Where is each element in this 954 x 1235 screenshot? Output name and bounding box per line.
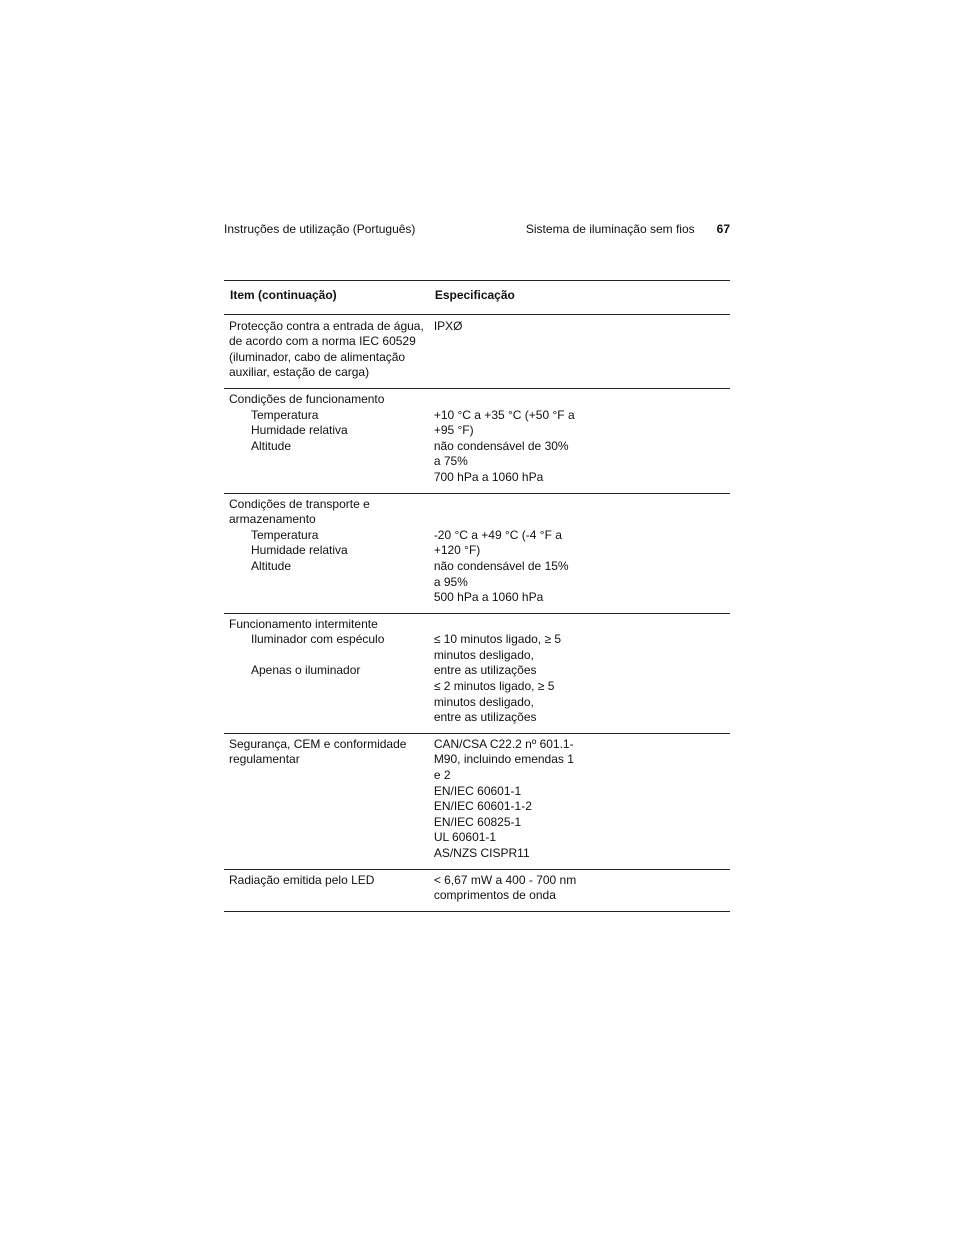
spec-line: entre as utilizações (433, 663, 537, 678)
table-row (224, 613, 730, 733)
spec-line: CAN/CSA C22.2 nº 601.1- (433, 736, 574, 751)
item-subline: Humidade relativa (251, 543, 348, 558)
item-subline: Temperatura (251, 407, 319, 422)
spec-line: EN/IEC 60601-1-2 (433, 799, 532, 814)
item-subline: Temperatura (251, 527, 319, 542)
item-cell (224, 733, 429, 869)
spec-line: a 95% (433, 574, 468, 589)
spec-line: não condensável de 15% (433, 558, 569, 573)
item-subline: Humidade relativa (251, 423, 348, 438)
spec-line: +95 °F) (433, 423, 474, 438)
spacer-cell (581, 314, 730, 388)
item-line: Segurança, CEM e conformidade (229, 736, 407, 751)
section-title-group (526, 221, 730, 237)
specification-table (224, 280, 730, 912)
item-cell (224, 869, 429, 911)
spec-cell (429, 733, 581, 869)
table-row (224, 869, 730, 911)
spec-cell (429, 493, 581, 613)
table-row (224, 493, 730, 613)
spec-cell (429, 388, 581, 493)
spec-line: +120 °F) (433, 543, 481, 558)
spec-line: ≤ 10 minutos ligado, ≥ 5 (433, 632, 562, 647)
spec-line: UL 60601-1 (433, 830, 497, 845)
table-body (224, 314, 730, 911)
item-line: auxiliar, estação de carga) (229, 365, 370, 380)
table-row (224, 388, 730, 493)
spacer-cell (581, 388, 730, 493)
item-subline: Altitude (251, 438, 292, 453)
spec-line: IPXØ (433, 318, 463, 333)
spec-line: < 6,67 mW a 400 - 700 nm (433, 872, 577, 887)
item-line: Radiação emitida pelo LED (229, 872, 375, 887)
spec-line: não condensável de 30% (433, 438, 569, 453)
spec-line: EN/IEC 60601-1 (433, 783, 522, 798)
spec-line: EN/IEC 60825-1 (433, 814, 522, 829)
item-cell (224, 314, 429, 388)
section-title: Sistema de iluminação sem fios (525, 222, 695, 236)
spacer-cell (581, 613, 730, 733)
item-line: Condições de funcionamento (229, 391, 385, 406)
spec-line: 500 hPa a 1060 hPa (433, 590, 544, 605)
spacer-cell (581, 869, 730, 911)
spec-line: ≤ 2 minutos ligado, ≥ 5 (433, 679, 555, 694)
item-line: armazenamento (229, 512, 316, 527)
item-cell (224, 493, 429, 613)
spec-line: e 2 (433, 768, 451, 783)
item-line: Funcionamento intermitente (229, 616, 378, 631)
item-line: Protecção contra a entrada de água, (229, 318, 424, 333)
spec-line: entre as utilizações (433, 710, 537, 725)
spec-line: comprimentos de onda (433, 888, 556, 903)
item-subline (229, 648, 424, 664)
item-cell (224, 613, 429, 733)
table-row (224, 314, 730, 388)
spec-line: AS/NZS CISPR11 (433, 846, 530, 860)
spec-line (434, 497, 576, 513)
spec-line: a 75% (433, 454, 468, 469)
spacer-cell (581, 733, 730, 869)
spec-cell (429, 613, 581, 733)
page-number: 67 (716, 222, 730, 236)
page-header (224, 221, 730, 239)
table-row (224, 733, 730, 869)
spec-line: minutos desligado, (433, 647, 534, 662)
spec-line: -20 °C a +49 °C (-4 °F a (433, 527, 562, 542)
item-subline: Apenas o iluminador (251, 663, 361, 678)
spec-cell (429, 869, 581, 911)
item-line: regulamentar (229, 752, 300, 767)
item-cell (224, 388, 429, 493)
item-subline: Altitude (251, 558, 292, 573)
spec-line: minutos desligado, (433, 694, 534, 709)
document-title: Instruções de utilização (Português) (224, 222, 416, 236)
spec-line (434, 617, 576, 633)
spec-line: M90, incluindo emendas 1 (433, 752, 574, 767)
column-header-item: Item (continuação) (224, 281, 429, 315)
item-subline: Iluminador com espéculo (251, 632, 385, 647)
spec-line (434, 392, 576, 408)
spec-cell (429, 314, 581, 388)
column-header-specification: Especificação (429, 281, 730, 315)
item-line: Condições de transporte e (229, 496, 370, 511)
table-header-row (224, 281, 730, 315)
spec-line (434, 512, 576, 528)
item-line: de acordo com a norma IEC 60529 (229, 334, 416, 349)
spec-line: 700 hPa a 1060 hPa (433, 469, 544, 484)
spacer-cell (581, 493, 730, 613)
spec-line: +10 °C a +35 °C (+50 °F a (433, 407, 575, 422)
item-line: (iluminador, cabo de alimentação (229, 349, 406, 364)
